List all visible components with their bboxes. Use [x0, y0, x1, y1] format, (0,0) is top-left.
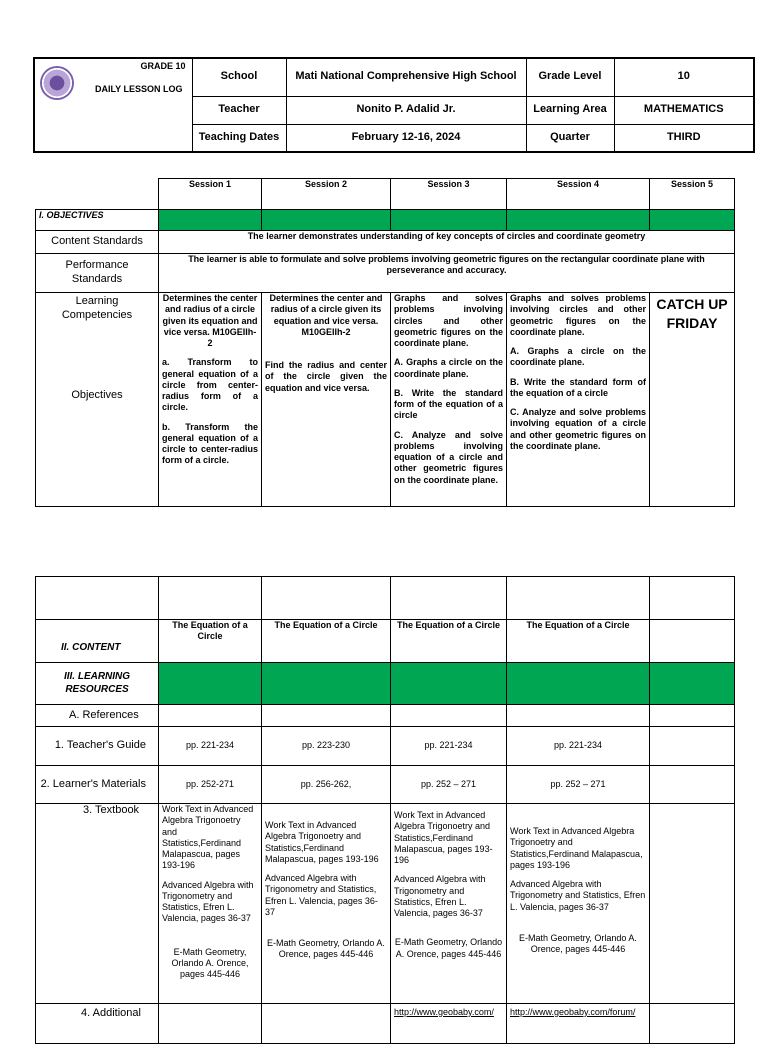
textbook-s4-2: Advanced Algebra with Trigonometry and Statistics, Efren L. Valencia, pages 36-37	[510, 879, 646, 912]
textbook-s1-1: Work Text in Advanced Algebra Trigonoetry and Statistics,Ferdinand Malapascua, pages 193-196	[162, 804, 254, 871]
session-3-objectives	[391, 293, 507, 507]
session-1-header: Session 1	[159, 179, 262, 210]
session-4-objectives	[507, 293, 650, 507]
session-2-objectives	[262, 293, 391, 507]
textbook-s4	[507, 804, 650, 1004]
teacher-label: Teacher	[192, 96, 286, 124]
s4-objective-a: A. Graphs a circle on the coordinate plane.	[510, 346, 646, 368]
content-s3: The Equation of a Circle	[391, 620, 507, 663]
s3-objective-a: A. Graphs a circle on the coordinate plane.	[394, 357, 503, 379]
s1-competency: Determines the center and radius of a circle given its equation and vice versa. M10GEIIh-2	[162, 293, 258, 348]
dates-label: Teaching Dates	[192, 124, 286, 152]
content-standards-value: The learner demonstrates understanding of key concepts of circles and coordinate geometry	[159, 231, 735, 254]
session-1-objectives	[159, 293, 262, 507]
s2-objective-a: Find the radius and center of the circle given the equation and vice versa.	[265, 360, 387, 393]
content-s4: The Equation of a Circle	[507, 620, 650, 663]
resources-heading: III. LEARNING RESOURCES	[36, 663, 159, 705]
session-4-header: Session 4	[507, 179, 650, 210]
geobaby-link[interactable]: http://www.geobaby.com/	[394, 1007, 494, 1017]
objectives-table	[35, 178, 735, 507]
s4-objective-b: B. Write the standard form of the equation of a circle	[510, 376, 646, 398]
learning-competencies-label: Learning Competencies	[61, 295, 133, 321]
session-2-header: Session 2	[262, 179, 391, 210]
session-5-header: Session 5	[650, 179, 735, 210]
performance-standards-value: The learner is able to formulate and solve problems involving geometric figures on the rectangular coordinate plane with perseverance and accuracy.	[159, 254, 735, 293]
textbook-s3	[391, 804, 507, 1004]
content-s2: The Equation of a Circle	[262, 620, 391, 663]
content-standards-label: Content Standards	[36, 231, 159, 254]
textbook-s1-2: Advanced Algebra with Trigonometry and Statistics, Efren L. Valencia, pages 36-37	[162, 879, 254, 924]
lm-s1: pp. 252-271	[159, 766, 262, 804]
grade-label: GRADE 10	[140, 61, 186, 71]
school-value: Mati National Comprehensive High School	[286, 58, 526, 96]
s3-competency: Graphs and solves problems involving circles and other geometric figures on the coordinate plane.	[394, 293, 503, 348]
session-5-catch-up: CATCH UP FRIDAY	[650, 293, 735, 507]
textbook-s3-2: Advanced Algebra with Trigonometry and Statistics, Efren L. Valencia, pages 36-37	[394, 874, 486, 918]
school-seal-cell	[34, 58, 192, 152]
s3-objective-b: B. Write the standard form of the equation of a circle	[394, 387, 503, 421]
log-title: DAILY LESSON LOG	[95, 84, 183, 94]
performance-standards-label: Performance Standards	[36, 254, 159, 293]
references-label: A. References	[36, 705, 159, 727]
learners-materials-label: 2. Learner's Materials	[36, 766, 159, 804]
additional-label: 4. Additional	[36, 1004, 159, 1044]
tg-s1: pp. 221-234	[159, 727, 262, 766]
textbook-s2-1: Work Text in Advanced Algebra Trigonoetry and Statistics,Ferdinand Malapascua, pages 193-196	[265, 820, 379, 864]
header-table	[33, 57, 755, 153]
textbook-s1-3: E-Math Geometry, Orlando A. Orence, pages 445-446	[171, 946, 249, 979]
textbook-s3-1: Work Text in Advanced Algebra Trigonoetry and Statistics,Ferdinand Malapascua, pages 193-196	[394, 810, 493, 865]
dates-value: February 12-16, 2024	[286, 124, 526, 152]
textbook-s2-3: E-Math Geometry, Orlando A. Orence, pages 445-446	[267, 938, 385, 960]
lm-s2: pp. 256-262,	[262, 766, 391, 804]
s3-objective-c: C. Analyze and solve problems involving equation of a circle and other geometric figures on the coordinate plane.	[394, 429, 503, 485]
textbook-s4-1: Work Text in Advanced Algebra Trigonoetry and Statistics,Ferdinand Malapascua, pages 193-196	[510, 826, 643, 870]
textbook-s1	[159, 804, 262, 1004]
s4-objective-c: C. Analyze and solve problems involving equation of a circle and other geometric figures on the coordinate plane.	[510, 407, 646, 451]
textbook-s3-3: E-Math Geometry, Orlando A. Orence, pages 445-446	[394, 937, 503, 959]
textbook-s2-2: Advanced Algebra with Trigonometry and Statistics, Efren L. Valencia, pages 36-37	[265, 873, 378, 917]
tg-s3: pp. 221-234	[391, 727, 507, 766]
content-heading: II. CONTENT	[36, 620, 159, 663]
quarter-value: THIRD	[614, 124, 754, 152]
objectives-label: Objectives	[71, 388, 123, 401]
school-label: School	[192, 58, 286, 96]
session-3-header: Session 3	[391, 179, 507, 210]
tg-s2: pp. 223-230	[262, 727, 391, 766]
objectives-heading: I. OBJECTIVES	[36, 210, 159, 231]
tg-s4: pp. 221-234	[507, 727, 650, 766]
s1-objective-b: b. Transform the general equation of a circle to center-radius form of a circle.	[162, 421, 258, 466]
content-resources-table	[35, 576, 735, 1044]
lm-s4: pp. 252 – 271	[507, 766, 650, 804]
textbook-s2	[262, 804, 391, 1004]
learning-area-value: MATHEMATICS	[614, 96, 754, 124]
teacher-value: Nonito P. Adalid Jr.	[286, 96, 526, 124]
s4-competency: Graphs and solves problems involving circles and other geometric figures on the coordinate plane.	[510, 293, 646, 337]
teachers-guide-label: 1. Teacher's Guide	[36, 727, 159, 766]
textbook-s4-3: E-Math Geometry, Orlando A. Orence, pages 445-446	[519, 932, 637, 954]
grade-level-label: Grade Level	[526, 58, 614, 96]
s2-competency: Determines the center and radius of a circle given its equation and vice versa. M10GEIIh-2	[269, 293, 383, 337]
deped-seal-icon	[40, 66, 74, 100]
s1-objective-a: a. Transform to general equation of a circle from center-radius form of a circle.	[162, 357, 258, 413]
textbook-label: 3. Textbook	[36, 804, 159, 1004]
grade-level-value: 10	[614, 58, 754, 96]
quarter-label: Quarter	[526, 124, 614, 152]
geobaby-forum-link[interactable]: http://www.geobaby.com/forum/	[510, 1007, 636, 1017]
lm-s3: pp. 252 – 271	[391, 766, 507, 804]
competencies-label-cell	[36, 293, 159, 507]
content-s1: The Equation of a Circle	[159, 620, 262, 663]
learning-area-label: Learning Area	[526, 96, 614, 124]
